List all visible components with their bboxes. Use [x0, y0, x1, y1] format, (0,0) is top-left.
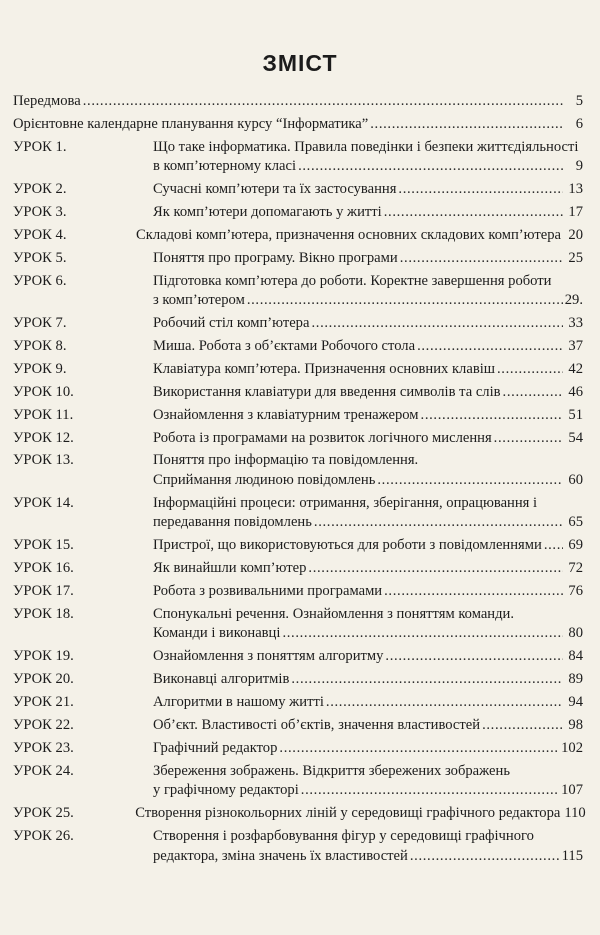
toc-entry	[13, 115, 583, 135]
toc-entry-text: Поняття про програму. Вікно програми	[153, 249, 398, 266]
toc-entry-page: 33	[568, 315, 583, 332]
toc-entry	[13, 762, 583, 801]
toc-entry-label: УРОК 1.	[13, 138, 67, 155]
toc-entry-page: 54	[568, 429, 583, 446]
toc-entry-text: Як винайшли комп’ютер	[153, 560, 307, 577]
toc-entry-text: Поняття про інформацію та повідомлення.	[153, 452, 419, 469]
toc-entry	[13, 804, 586, 824]
toc-entry-label: УРОК 13.	[13, 452, 74, 469]
toc-entry-text: Орієнтовне календарне планування курсу “Інформатика”	[13, 115, 369, 132]
dot-leader	[301, 781, 559, 801]
toc-entry-label: УРОК 4.	[13, 226, 67, 243]
toc-entry	[13, 314, 583, 334]
toc-entry	[13, 494, 583, 533]
toc-entry-text: Ознайомлення з поняттям алгоритму	[153, 648, 384, 665]
dot-leader	[282, 624, 563, 644]
toc-entry-page: 17	[568, 204, 583, 221]
dot-leader	[279, 739, 559, 759]
toc-entry-label: УРОК 24.	[13, 762, 74, 779]
toc-entry-page: 102	[561, 739, 583, 756]
dot-leader	[494, 429, 563, 449]
toc-entry-page: 76	[568, 583, 583, 600]
dot-leader	[308, 559, 563, 579]
toc-entry-text: Як комп’ютери допомагають у житті	[153, 204, 382, 221]
toc-entry-text: Клавіатура комп’ютера. Призначення основних клавіш	[153, 360, 495, 377]
toc-entry-text: Передмова	[13, 93, 81, 109]
dot-leader	[298, 157, 563, 177]
toc-entry-label: УРОК 9.	[13, 360, 67, 377]
toc-entry	[13, 226, 583, 246]
toc-entry-page: 84	[568, 648, 583, 665]
toc-entry-text: Створення і розфарбовування фігур у середовищі графічного	[153, 828, 534, 845]
toc-entry	[13, 406, 583, 426]
dot-leader	[400, 249, 563, 269]
toc-entry-page: 107	[561, 782, 583, 799]
dot-leader	[311, 314, 563, 334]
toc-entry-text: Графічний редактор	[153, 739, 278, 756]
toc-entry-page: 65	[568, 514, 583, 531]
toc-entry	[13, 203, 583, 223]
table-of-contents	[13, 92, 586, 866]
toc-entry-text: Виконавці алгоритмів	[153, 671, 290, 688]
toc-entry-text: Миша. Робота з об’єктами Робочого стола	[153, 338, 416, 355]
toc-entry-page: 51	[568, 406, 583, 423]
toc-entry-label: УРОК 7.	[13, 315, 67, 332]
toc-entry-text: Створення різнокольорних ліній у середовищі графічного редактора	[135, 805, 561, 822]
toc-entry-label: УРОК 26.	[13, 828, 74, 845]
toc-entry	[13, 693, 583, 713]
toc-entry-page: 110	[564, 805, 586, 822]
toc-entry-page: 98	[568, 716, 583, 733]
toc-entry	[13, 383, 583, 403]
toc-entry	[13, 739, 583, 759]
toc-entry	[13, 337, 583, 357]
toc-entry-text: Підготовка комп’ютера до роботи. Коректне завершення роботи	[153, 272, 552, 289]
toc-entry-text: Інформаційні процеси: отримання, зберігання, опрацювання і	[153, 494, 538, 511]
toc-entry-text: Об’єкт. Властивості об’єктів, значення властивостей	[153, 716, 481, 733]
toc-entry-text: Ознайомлення з клавіатурним тренажером	[153, 406, 419, 423]
toc-entry	[13, 559, 583, 579]
toc-entry-label: УРОК 17.	[13, 583, 74, 600]
dot-leader	[326, 693, 563, 713]
toc-entry-page: 72	[568, 560, 583, 577]
toc-entry	[13, 647, 583, 667]
dot-leader	[384, 203, 563, 223]
page-title: ЗМІСТ	[262, 50, 338, 76]
toc-entry-text: Використання клавіатури для введення символів та слів	[153, 383, 501, 400]
toc-entry-label: УРОК 15.	[13, 537, 74, 554]
dot-leader	[247, 291, 563, 311]
toc-entry-page: 115	[561, 847, 583, 864]
toc-entry-page: 20	[568, 226, 583, 243]
toc-entry-page: 69	[568, 537, 583, 554]
dot-leader	[482, 716, 563, 736]
dot-leader	[417, 337, 563, 357]
toc-entry	[13, 670, 583, 690]
dot-leader	[497, 360, 563, 380]
toc-entry	[13, 249, 583, 269]
toc-entry-label: УРОК 20.	[13, 671, 74, 688]
toc-entry	[13, 272, 583, 311]
toc-entry-label: УРОК 23.	[13, 739, 74, 756]
toc-entry-label: УРОК 3.	[13, 204, 67, 221]
toc-entry	[13, 451, 583, 490]
toc-entry-label: УРОК 16.	[13, 560, 74, 577]
dot-leader	[314, 513, 563, 533]
toc-entry-label: УРОК 14.	[13, 494, 74, 511]
toc-entry-label: УРОК 6.	[13, 272, 67, 289]
toc-entry-text: редактора, зміна значень їх властивостей	[153, 847, 408, 864]
toc-entry	[13, 827, 583, 866]
toc-entry-label: УРОК 22.	[13, 716, 74, 733]
toc-entry-text: в комп’ютерному класі	[153, 158, 297, 175]
toc-entry-page: 80	[568, 625, 583, 642]
dot-leader	[421, 406, 563, 426]
toc-entry-page: 37	[568, 338, 583, 355]
toc-entry-page: 13	[568, 181, 583, 198]
toc-entry-text: Спонукальні речення. Ознайомлення з поняттям команди.	[153, 605, 515, 622]
toc-entry-page: 9	[575, 158, 583, 175]
toc-entry-label: УРОК 2.	[13, 181, 67, 198]
toc-entry-page: 25	[568, 249, 583, 266]
toc-entry-text: Що таке інформатика. Правила поведінки і безпеки життєдіяльності	[153, 138, 579, 155]
toc-entry-text: Робота з розвивальними програмами	[153, 583, 383, 600]
toc-entry	[13, 180, 583, 200]
toc-entry-text: передавання повідомлень	[153, 514, 312, 531]
toc-entry	[13, 716, 583, 736]
toc-entry-label: УРОК 12.	[13, 429, 74, 446]
toc-entry-page: 29.	[564, 292, 583, 309]
dot-leader	[291, 670, 563, 690]
dot-leader	[410, 847, 560, 867]
dot-leader	[398, 180, 563, 200]
toc-entry	[13, 360, 583, 380]
toc-entry-page: 5	[575, 93, 583, 109]
toc-entry-page: 46	[568, 383, 583, 400]
dot-leader	[377, 471, 563, 491]
toc-entry-label: УРОК 10.	[13, 383, 74, 400]
toc-entry-label: УРОК 5.	[13, 249, 67, 266]
toc-entry	[13, 138, 583, 177]
toc-entry-text: з комп’ютером	[153, 292, 245, 309]
toc-entry	[13, 429, 583, 449]
dot-leader	[384, 582, 563, 602]
toc-entry-text: Сучасні комп’ютери та їх застосування	[153, 181, 397, 198]
toc-entry	[13, 582, 583, 602]
toc-entry-text: Робота із програмами на розвиток логічного мислення	[153, 429, 492, 446]
toc-entry-label: УРОК 19.	[13, 648, 74, 665]
toc-entry-label: УРОК 21.	[13, 694, 74, 711]
dot-leader	[83, 92, 563, 112]
toc-entry-label: УРОК 25.	[13, 805, 74, 822]
dot-leader	[503, 383, 563, 403]
toc-entry-page: 94	[568, 694, 583, 711]
toc-entry-text: Алгоритми в нашому житті	[153, 694, 324, 711]
toc-entry-text: Збереження зображень. Відкриття збережених зображень	[153, 762, 510, 779]
toc-entry-text: Сприймання людиною повідомлень	[153, 471, 376, 488]
toc-entry-text: Команди і виконавці	[153, 625, 281, 642]
toc-entry-text: Складові комп’ютера, призначення основних складових комп’ютера	[136, 226, 561, 243]
toc-entry-text: Робочий стіл комп’ютера	[153, 315, 310, 332]
dot-leader	[370, 115, 563, 135]
toc-entry	[13, 605, 583, 644]
toc-entry	[13, 92, 583, 112]
toc-entry-label: УРОК 11.	[13, 406, 74, 423]
toc-entry-label: УРОК 8.	[13, 338, 67, 355]
toc-entry-page: 42	[568, 360, 583, 377]
toc-entry-text: у графічному редакторі	[153, 782, 299, 799]
toc-entry-page: 6	[575, 115, 583, 132]
toc-entry-page: 60	[568, 471, 583, 488]
toc-entry	[13, 536, 583, 556]
toc-entry-text: Пристрої, що використовуються для роботи з повідомленнями	[153, 537, 542, 554]
toc-entry-page: 89	[568, 671, 583, 688]
toc-entry-label: УРОК 18.	[13, 605, 74, 622]
dot-leader	[385, 647, 563, 667]
dot-leader	[544, 536, 563, 556]
